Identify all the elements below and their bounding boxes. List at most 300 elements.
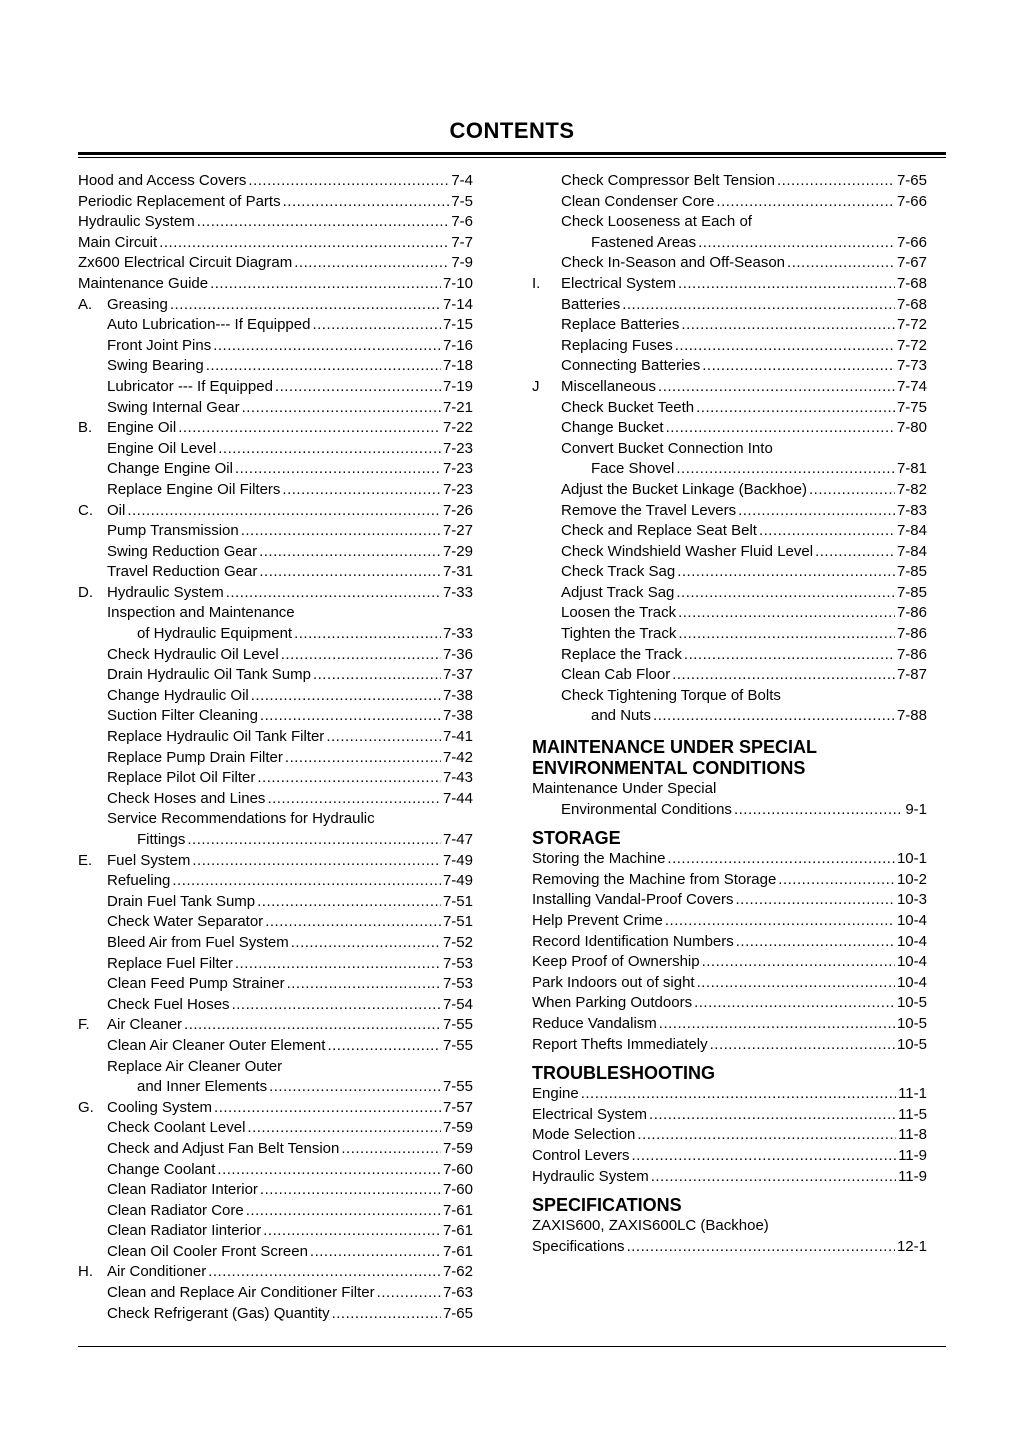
toc-leader-dots (734, 800, 903, 821)
toc-entry[interactable] (532, 418, 927, 439)
toc-entry-title: Air Conditioner (107, 1262, 208, 1283)
toc-entry[interactable] (78, 954, 473, 975)
toc-entry[interactable] (78, 171, 473, 192)
toc-entry[interactable] (78, 768, 473, 789)
toc-entry[interactable] (532, 542, 927, 563)
toc-entry[interactable] (532, 706, 927, 727)
toc-entry[interactable] (78, 1221, 473, 1242)
toc-entry-page: 7-44 (441, 789, 473, 810)
toc-entry[interactable] (78, 418, 473, 439)
toc-leader-dots (622, 295, 895, 316)
toc-entry-title: Specifications (532, 1237, 627, 1258)
toc-entry-title: Main Circuit (78, 233, 159, 254)
toc-entry-page: 7-5 (449, 192, 473, 213)
toc-leader-dots (697, 973, 895, 994)
toc-entry-title: Oil (107, 501, 127, 522)
toc-entry-page: 7-55 (441, 1036, 473, 1057)
toc-leader-dots (294, 624, 441, 645)
toc-leader-dots (159, 233, 449, 254)
toc-entry-page: 7-59 (441, 1118, 473, 1139)
toc-entry[interactable] (78, 521, 473, 542)
toc-entry-page: 11-9 (896, 1167, 927, 1188)
toc-entry-page: 7-43 (441, 768, 473, 789)
toc-entry[interactable] (532, 315, 927, 336)
toc-entry[interactable] (78, 871, 473, 892)
toc-entry-title: Check Hoses and Lines (107, 789, 267, 810)
toc-entry[interactable] (532, 212, 927, 233)
toc-entry[interactable] (78, 748, 473, 769)
toc-leader-dots (226, 583, 441, 604)
toc-entry-title: Clean Air Cleaner Outer Element (107, 1036, 327, 1057)
toc-entry[interactable] (532, 890, 927, 911)
toc-entry[interactable] (78, 1139, 473, 1160)
toc-entry-title: Engine Oil (107, 418, 178, 439)
toc-leader-dots (312, 315, 441, 336)
toc-leader-dots (281, 645, 441, 666)
toc-leader-dots (248, 171, 449, 192)
toc-entry[interactable] (78, 295, 473, 316)
toc-entry-page: 7-52 (441, 933, 473, 954)
toc-leader-dots (815, 542, 895, 563)
toc-leader-dots (178, 418, 441, 439)
toc-entry[interactable] (532, 439, 927, 460)
toc-entry[interactable] (78, 706, 473, 727)
toc-entry[interactable] (532, 1216, 927, 1237)
toc-entry[interactable] (78, 851, 473, 872)
toc-leader-dots (702, 356, 895, 377)
toc-entry-title: Check Fuel Hoses (107, 995, 232, 1016)
toc-entry-title: Fuel System (107, 851, 192, 872)
toc-entry-page: 7-73 (895, 356, 927, 377)
section-heading: STORAGE (532, 828, 621, 849)
toc-entry-letter: J (532, 377, 540, 395)
toc-entry-title: Check Windshield Washer Fluid Level (561, 542, 815, 563)
toc-entry-page: 7-85 (895, 562, 927, 583)
toc-entry[interactable] (532, 459, 927, 480)
toc-entry-title: Hydraulic System (107, 583, 226, 604)
toc-entry-page: 9-1 (903, 800, 927, 821)
toc-entry[interactable] (78, 356, 473, 377)
toc-entry-title: Service Recommendations for Hydraulic (107, 810, 375, 828)
toc-entry[interactable] (78, 583, 473, 604)
toc-leader-dots (287, 974, 441, 995)
toc-entry[interactable] (532, 993, 927, 1014)
toc-leader-dots (213, 336, 441, 357)
toc-entry-title: and Nuts (591, 706, 653, 727)
toc-entry[interactable] (532, 192, 927, 213)
toc-entry-title: Miscellaneous (561, 377, 658, 398)
toc-entry-page: 7-82 (895, 480, 927, 501)
toc-entry-page: 7-55 (441, 1077, 473, 1098)
toc-entry[interactable] (532, 274, 927, 295)
section-heading: ENVIRONMENTAL CONDITIONS (532, 758, 806, 779)
toc-entry[interactable] (532, 665, 927, 686)
toc-leader-dots (184, 1015, 441, 1036)
toc-entry[interactable] (532, 583, 927, 604)
toc-leader-dots (653, 706, 895, 727)
toc-entry[interactable] (532, 501, 927, 522)
toc-leader-dots (627, 1237, 895, 1258)
toc-entry[interactable] (532, 356, 927, 377)
toc-entry-page: 7-33 (441, 624, 473, 645)
toc-entry-title: Check Hydraulic Oil Level (107, 645, 281, 666)
toc-entry-page: 11-8 (896, 1125, 927, 1146)
toc-entry[interactable] (532, 480, 927, 501)
toc-entry[interactable] (78, 1283, 473, 1304)
toc-entry-title: Air Cleaner (107, 1015, 184, 1036)
toc-leader-dots (681, 315, 895, 336)
toc-entry[interactable] (78, 830, 473, 851)
toc-leader-dots (208, 1262, 441, 1283)
toc-entry-page: 10-5 (895, 1014, 927, 1035)
toc-entry[interactable] (532, 911, 927, 932)
toc-entry[interactable] (78, 1015, 473, 1036)
toc-leader-dots (259, 562, 441, 583)
toc-entry[interactable] (78, 624, 473, 645)
toc-entry[interactable] (78, 892, 473, 913)
toc-leader-dots (759, 521, 895, 542)
toc-entry[interactable] (78, 686, 473, 707)
toc-entry[interactable] (78, 974, 473, 995)
toc-entry-page: 7-37 (441, 665, 473, 686)
toc-entry[interactable] (532, 645, 927, 666)
toc-entry[interactable] (78, 1262, 473, 1283)
toc-entry-title: Convert Bucket Connection Into (561, 439, 773, 457)
toc-entry-letter: C. (78, 501, 93, 519)
toc-entry-title: Lubricator --- If Equipped (107, 377, 275, 398)
toc-entry-letter: G. (78, 1098, 94, 1116)
toc-entry-page: 7-15 (441, 315, 473, 336)
toc-entry-page: 7-36 (441, 645, 473, 666)
toc-entry-page: 7-26 (441, 501, 473, 522)
toc-entry-page: 7-21 (441, 398, 473, 419)
toc-entry-title: Change Coolant (107, 1160, 217, 1181)
toc-leader-dots (291, 933, 441, 954)
toc-entry-title: Engine Oil Level (107, 439, 218, 460)
toc-entry[interactable] (78, 1242, 473, 1263)
toc-entry[interactable] (78, 501, 473, 522)
toc-leader-dots (809, 480, 895, 501)
toc-entry-page: 10-1 (895, 849, 927, 870)
toc-entry-title: Loosen the Track (561, 603, 678, 624)
section-heading: TROUBLESHOOTING (532, 1063, 715, 1084)
toc-entry[interactable] (532, 870, 927, 891)
toc-leader-dots (341, 1139, 441, 1160)
toc-entry[interactable] (78, 480, 473, 501)
toc-entry-title: Cooling System (107, 1098, 214, 1119)
toc-entry-title: Check Coolant Level (107, 1118, 247, 1139)
toc-entry-letter: F. (78, 1016, 90, 1034)
section-heading: MAINTENANCE UNDER SPECIAL (532, 737, 818, 758)
toc-leader-dots (257, 768, 441, 789)
toc-entry-page: 7-57 (441, 1098, 473, 1119)
toc-leader-dots (738, 501, 895, 522)
toc-entry-page: 7-75 (895, 398, 927, 419)
toc-leader-dots (260, 1180, 441, 1201)
toc-entry-title: Swing Internal Gear (107, 398, 242, 419)
toc-entry-page: 7-22 (441, 418, 473, 439)
toc-entry[interactable] (532, 952, 927, 973)
toc-leader-dots (736, 932, 895, 953)
section-heading: SPECIFICATIONS (532, 1195, 682, 1216)
toc-entry-page: 7-72 (895, 336, 927, 357)
toc-leader-dots (214, 1098, 441, 1119)
toc-entry-page: 12-1 (895, 1237, 927, 1258)
toc-entry-title: Check Compressor Belt Tension (561, 171, 777, 192)
toc-leader-dots (710, 1035, 895, 1056)
toc-entry[interactable] (78, 665, 473, 686)
toc-leader-dots (282, 480, 441, 501)
toc-entry-title: Replace Pump Drain Filter (107, 748, 285, 769)
toc-leader-dots (172, 871, 441, 892)
toc-entry-title: Fastened Areas (591, 233, 698, 254)
toc-entry[interactable] (78, 336, 473, 357)
toc-entry[interactable] (532, 1146, 927, 1167)
toc-leader-dots (218, 439, 441, 460)
toc-entry[interactable] (78, 212, 473, 233)
toc-entry[interactable] (78, 603, 473, 624)
toc-entry[interactable] (78, 542, 473, 563)
toc-entry[interactable] (78, 1057, 473, 1078)
toc-entry-title: Control Levers (532, 1146, 632, 1167)
toc-entry[interactable] (78, 274, 473, 295)
toc-leader-dots (676, 459, 895, 480)
toc-entry[interactable] (78, 233, 473, 254)
toc-entry[interactable] (78, 562, 473, 583)
toc-entry-page: 7-84 (895, 521, 927, 542)
toc-entry[interactable] (78, 1180, 473, 1201)
toc-entry-title: Check Track Sag (561, 562, 677, 583)
toc-entry-title: Refueling (107, 871, 172, 892)
toc-entry-title: Clean Radiator Core (107, 1201, 246, 1222)
toc-entry-page: 10-4 (895, 932, 927, 953)
toc-entry-title: Environmental Conditions (561, 800, 734, 821)
toc-entry-title: Check Refrigerant (Gas) Quantity (107, 1304, 332, 1325)
toc-entry[interactable] (532, 521, 927, 542)
toc-entry-title: Replace Pilot Oil Filter (107, 768, 257, 789)
toc-entry[interactable] (532, 295, 927, 316)
toc-entry-title: Installing Vandal-Proof Covers (532, 890, 736, 911)
toc-entry[interactable] (532, 336, 927, 357)
toc-leader-dots (377, 1283, 441, 1304)
toc-entry[interactable] (78, 727, 473, 748)
toc-entry[interactable] (532, 1167, 927, 1188)
toc-entry[interactable] (78, 1201, 473, 1222)
toc-entry[interactable] (78, 809, 473, 830)
toc-entry-title: Drain Fuel Tank Sump (107, 892, 257, 913)
toc-entry[interactable] (532, 849, 927, 870)
toc-entry-title: Replace the Track (561, 645, 684, 666)
toc-entry-page: 10-5 (895, 993, 927, 1014)
toc-entry-page: 7-33 (441, 583, 473, 604)
toc-entry-page: 7-23 (441, 480, 473, 501)
toc-entry[interactable] (78, 377, 473, 398)
toc-entry[interactable] (532, 1237, 927, 1258)
footer-rule (78, 1346, 946, 1347)
toc-leader-dots (217, 1160, 441, 1181)
toc-entry[interactable] (78, 1118, 473, 1139)
toc-entry[interactable] (78, 1036, 473, 1057)
toc-entry-title: Change Bucket (561, 418, 666, 439)
toc-entry[interactable] (78, 253, 473, 274)
toc-entry[interactable] (532, 932, 927, 953)
toc-entry-title: Mode Selection (532, 1125, 637, 1146)
toc-entry[interactable] (532, 398, 927, 419)
toc-leader-dots (170, 295, 441, 316)
toc-entry-page: 11-1 (896, 1084, 927, 1105)
toc-entry[interactable] (532, 377, 927, 398)
toc-entry-title: Connecting Batteries (561, 356, 702, 377)
toc-leader-dots (294, 253, 449, 274)
toc-entry-page: 7-83 (895, 501, 927, 522)
toc-entry-page: 7-31 (441, 562, 473, 583)
toc-entry-page: 7-68 (895, 274, 927, 295)
toc-entry-letter: B. (78, 419, 93, 437)
toc-entry-title: Check and Replace Seat Belt (561, 521, 759, 542)
toc-leader-dots (326, 727, 441, 748)
toc-entry-page: 7-41 (441, 727, 473, 748)
toc-entry-page: 7-66 (895, 233, 927, 254)
toc-entry[interactable] (78, 1304, 473, 1325)
toc-entry-title: Auto Lubrication--- If Equipped (107, 315, 312, 336)
toc-entry-title: Removing the Machine from Storage (532, 870, 778, 891)
toc-entry[interactable] (532, 973, 927, 994)
toc-leader-dots (275, 377, 441, 398)
toc-entry[interactable] (78, 398, 473, 419)
toc-leader-dots (777, 171, 895, 192)
toc-entry-title: Keep Proof of Ownership (532, 952, 702, 973)
toc-entry-title: When Parking Outdoors (532, 993, 694, 1014)
toc-entry-page: 7-53 (441, 974, 473, 995)
toc-entry-page: 7-86 (895, 624, 927, 645)
toc-entry[interactable] (78, 645, 473, 666)
toc-entry[interactable] (78, 439, 473, 460)
toc-leader-dots (778, 870, 895, 891)
toc-entry[interactable] (532, 603, 927, 624)
toc-entry-page: 10-4 (895, 973, 927, 994)
toc-leader-dots (263, 1221, 441, 1242)
toc-entry-title: Reduce Vandalism (532, 1014, 659, 1035)
toc-leader-dots (716, 192, 895, 213)
toc-entry[interactable] (532, 800, 927, 821)
toc-entry-title: Hydraulic System (532, 1167, 651, 1188)
toc-entry-page: 7-42 (441, 748, 473, 769)
toc-entry[interactable] (532, 1014, 927, 1035)
toc-entry-title: Clean Feed Pump Strainer (107, 974, 287, 995)
toc-entry[interactable] (532, 1084, 927, 1105)
toc-entry[interactable] (78, 315, 473, 336)
toc-entry-title: Record Identification Numbers (532, 932, 736, 953)
toc-entry-title: Drain Hydraulic Oil Tank Sump (107, 665, 313, 686)
toc-entry[interactable] (78, 1098, 473, 1119)
toc-leader-dots (787, 253, 895, 274)
toc-entry[interactable] (532, 562, 927, 583)
toc-leader-dots (192, 851, 441, 872)
toc-entry-page: 7-23 (441, 459, 473, 480)
toc-leader-dots (659, 1014, 895, 1035)
toc-entry-title: Hydraulic System (78, 212, 197, 233)
toc-entry[interactable] (78, 1077, 473, 1098)
toc-leader-dots (684, 645, 895, 666)
toc-entry-title: Check and Adjust Fan Belt Tension (107, 1139, 341, 1160)
toc-entry[interactable] (532, 253, 927, 274)
toc-entry[interactable] (532, 233, 927, 254)
toc-entry[interactable] (78, 995, 473, 1016)
toc-entry-title: Clean Condenser Core (561, 192, 716, 213)
toc-entry-title: Fittings (137, 830, 187, 851)
toc-entry-title: Adjust Track Sag (561, 583, 676, 604)
toc-leader-dots (327, 1036, 441, 1057)
toc-leader-dots (247, 1118, 441, 1139)
toc-entry-page: 7-80 (895, 418, 927, 439)
toc-entry-letter: E. (78, 851, 93, 869)
toc-entry-page: 7-86 (895, 645, 927, 666)
toc-entry-page: 11-9 (896, 1146, 927, 1167)
toc-entry-page: 11-5 (896, 1105, 927, 1126)
toc-leader-dots (698, 233, 895, 254)
toc-entry-page: 7-19 (441, 377, 473, 398)
toc-entry-title: Clean Oil Cooler Front Screen (107, 1242, 310, 1263)
toc-entry-page: 7-66 (895, 192, 927, 213)
toc-entry[interactable] (78, 1160, 473, 1181)
toc-entry[interactable] (532, 1105, 927, 1126)
toc-leader-dots (260, 706, 441, 727)
toc-entry-title: Change Hydraulic Oil (107, 686, 251, 707)
toc-entry-page: 7-4 (449, 171, 473, 192)
toc-entry-title: Zx600 Electrical Circuit Diagram (78, 253, 294, 274)
toc-leader-dots (632, 1146, 897, 1167)
toc-entry-page: 7-16 (441, 336, 473, 357)
toc-leader-dots (187, 830, 441, 851)
toc-right-column (532, 171, 927, 1257)
toc-entry[interactable] (78, 789, 473, 810)
toc-leader-dots (210, 274, 441, 295)
toc-entry[interactable] (532, 686, 927, 707)
toc-leader-dots (235, 954, 441, 975)
toc-entry[interactable] (78, 912, 473, 933)
toc-entry-title: Inspection and Maintenance (107, 604, 295, 622)
toc-entry-title: Electrical System (561, 274, 678, 295)
toc-leader-dots (696, 398, 895, 419)
toc-entry[interactable] (78, 459, 473, 480)
toc-entry-page: 7-87 (895, 665, 927, 686)
toc-entry[interactable] (532, 171, 927, 192)
toc-entry[interactable] (78, 933, 473, 954)
toc-entry-page: 7-51 (441, 892, 473, 913)
toc-entry[interactable] (532, 1125, 927, 1146)
toc-entry[interactable] (78, 192, 473, 213)
toc-entry[interactable] (532, 779, 927, 800)
toc-entry-page: 7-14 (441, 295, 473, 316)
toc-entry[interactable] (532, 624, 927, 645)
toc-entry[interactable] (532, 1035, 927, 1056)
toc-entry-page: 10-5 (895, 1035, 927, 1056)
toc-entry-title: Park Indoors out of sight (532, 973, 697, 994)
toc-leader-dots (251, 686, 441, 707)
page-title: CONTENTS (449, 118, 575, 143)
toc-entry-page: 7-68 (895, 295, 927, 316)
toc-leader-dots (665, 911, 895, 932)
toc-entry-page: 10-4 (895, 952, 927, 973)
toc-entry-title: Remove the Travel Levers (561, 501, 738, 522)
toc-leader-dots (581, 1084, 896, 1105)
toc-entry-title: of Hydraulic Equipment (137, 624, 294, 645)
toc-entry-page: 7-65 (895, 171, 927, 192)
toc-entry-page: 7-27 (441, 521, 473, 542)
toc-leader-dots (313, 665, 441, 686)
toc-entry-page: 7-6 (449, 212, 473, 233)
toc-left-column (78, 171, 473, 1324)
